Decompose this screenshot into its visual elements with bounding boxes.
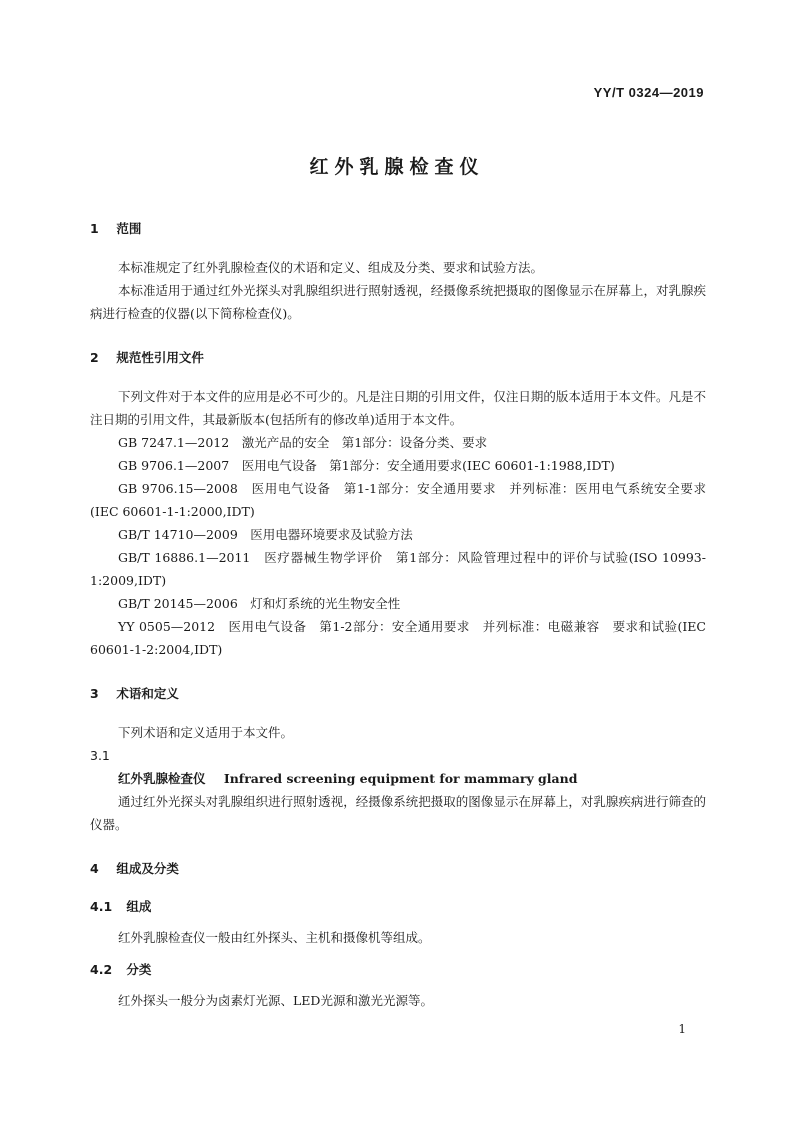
section-title: 规范性引用文件 (116, 350, 204, 365)
paragraph: 红外探头一般分为卤素灯光源、LED光源和激光光源等。 (118, 993, 433, 1008)
section-number: 3 (90, 686, 99, 701)
section-title: 组成及分类 (116, 861, 179, 876)
section-heading (90, 218, 706, 240)
section-title: 范围 (116, 221, 142, 236)
section-heading (90, 858, 706, 880)
subsection-number: 4.2 (90, 962, 113, 977)
reference-item: GB/T 14710—2009 医用电器环境要求及试验方法 (118, 527, 413, 542)
paragraph: 下列文件对于本文件的应用是必不可少的。凡是注日期的引用文件，仅注日期的版本适用于本文件。凡是不注日期的引用文件，其最新版本(包括所有的修改单)适用于本文件。 (90, 389, 706, 427)
section-number: 1 (90, 221, 99, 236)
reference-item: GB 9706.1—2007 医用电气设备 第1部分：安全通用要求(IEC 60601-1:1988,IDT) (118, 458, 615, 473)
subsection-heading (90, 959, 706, 981)
section-title: 术语和定义 (116, 686, 179, 701)
term-english: Infrared screening equipment for mammary gland (223, 771, 578, 786)
section-heading (90, 347, 706, 369)
subsection-title: 分类 (126, 962, 152, 977)
subsection-title: 组成 (126, 899, 152, 914)
reference-item: GB/T 20145—2006 灯和灯系统的光生物安全性 (118, 596, 401, 611)
reference-item: GB/T 16886.1—2011 医疗器械生物学评价 第1部分：风险管理过程中的评价与试验(ISO 10993-1:2009,IDT) (90, 550, 706, 588)
paragraph: 本标准适用于通过红外光探头对乳腺组织进行照射透视，经摄像系统把摄取的图像显示在屏幕上，对乳腺疾病进行检查的仪器(以下简称检查仪)。 (90, 283, 706, 321)
paragraph: 下列术语和定义适用于本文件。 (118, 725, 294, 740)
term-chinese: 红外乳腺检查仪 (118, 771, 206, 786)
section-2 (90, 347, 706, 661)
reference-item: YY 0505—2012 医用电气设备 第1-2部分：安全通用要求 并列标准：电磁兼容 要求和试验(IEC 60601-1-2:2004,IDT) (90, 619, 706, 657)
section-1 (90, 218, 706, 325)
section-heading (90, 683, 706, 705)
section-number: 2 (90, 350, 99, 365)
section-3 (90, 683, 706, 836)
paragraph: 本标准规定了红外乳腺检查仪的术语和定义、组成及分类、要求和试验方法。 (118, 260, 544, 275)
document-title: 红外乳腺检查仪 (309, 156, 485, 178)
document-body (90, 218, 706, 1012)
standard-code: YY/T 0324—2019 (593, 85, 704, 100)
section-4 (90, 858, 706, 1012)
paragraph: 红外乳腺检查仪一般由红外探头、主机和摄像机等组成。 (118, 930, 431, 945)
section-number: 4 (90, 861, 99, 876)
term-definition: 通过红外光探头对乳腺组织进行照射透视，经摄像系统把摄取的图像显示在屏幕上，对乳腺疾病进行筛查的仪器。 (90, 794, 706, 832)
subsection-heading (90, 896, 706, 918)
term-entry (90, 767, 706, 790)
reference-item: GB 9706.15—2008 医用电气设备 第1-1部分：安全通用要求 并列标准：医用电气系统安全要求(IEC 60601-1-1:2000,IDT) (90, 481, 706, 519)
page-number: 1 (678, 1022, 686, 1036)
reference-item: GB 7247.1—2012 激光产品的安全 第1部分：设备分类、要求 (118, 435, 488, 450)
term-number: 3.1 (90, 748, 110, 763)
subsection-number: 4.1 (90, 899, 113, 914)
